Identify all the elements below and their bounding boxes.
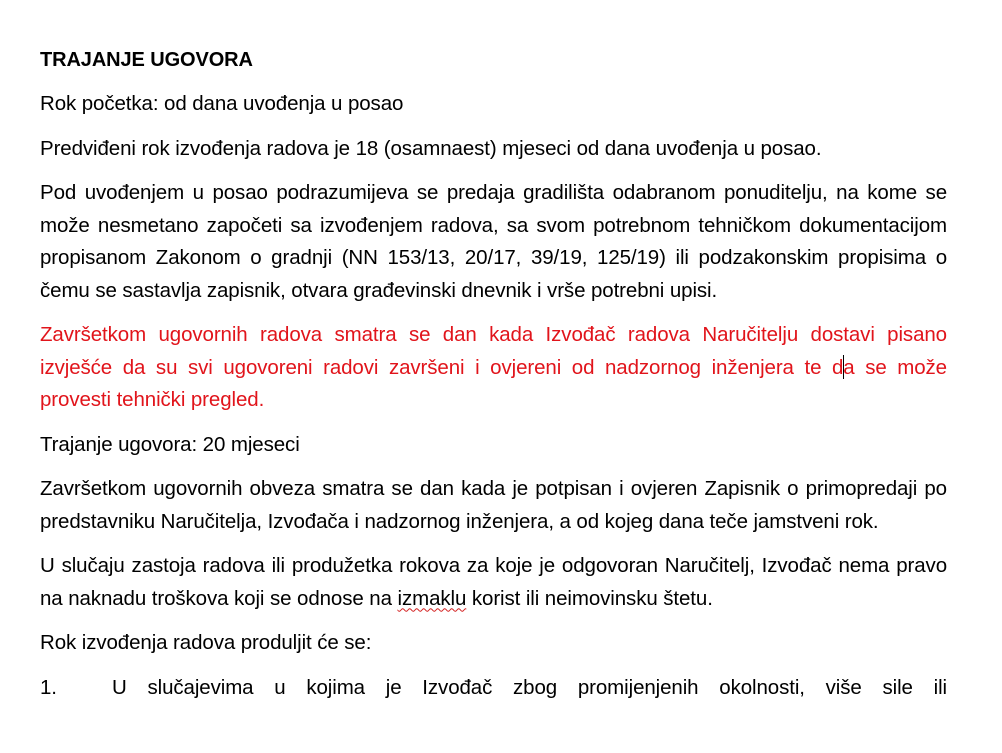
paragraph-completion-text-b: a se može provesti tehnički pregled. bbox=[40, 355, 947, 411]
list-item-number: 1. bbox=[40, 675, 57, 699]
paragraph-start-date: Rok početka: od dana uvođenja u posao bbox=[40, 92, 404, 115]
paragraph-extension-intro: Rok izvođenja radova produljit će se: bbox=[40, 631, 372, 654]
paragraph-contract-duration: Trajanje ugovora: 20 mjeseci bbox=[40, 432, 300, 456]
list-item-text: U slučajevima u kojima je Izvođač zbog promijenjenih okolnosti, više sile ili bbox=[112, 675, 947, 699]
paragraph-site-handover: Pod uvođenjem u posao podrazumijeva se predaja gradilišta odabranom ponuditelju, na kome se može nesmetano započeti sa izvođenjem radova, sa svom potrebnom tehničkom dokumentacijom propisanom Zakonom o gradnji (NN 153/13, 20/17, 39/19, 125/19) ili podzakonskim propisima o čemu se sastavlja zapisnik, otvara građevinski dnevnik i vrše potrebni upisi. bbox=[40, 181, 947, 302]
paragraph-delay-text-a: U slučaju zastoja radova ili produžetka rokova za koje je odgovoran Naručitelj, Izvođač nema pravo na naknadu troškova koji se odnose na bbox=[40, 554, 947, 610]
paragraph-completion-text-a: Završetkom ugovornih radova smatra se dan kada Izvođač radova Naručitelju dostavi pisano izvješće da su svi ugovoreni radovi završeni i ovjereni od nadzornog inženjera te d bbox=[40, 323, 947, 379]
document-body[interactable] bbox=[40, 44, 947, 704]
misspelled-word[interactable]: izmaklu bbox=[397, 586, 467, 610]
paragraph-delay-costs bbox=[40, 550, 947, 615]
list-item bbox=[40, 672, 947, 705]
section-heading: TRAJANJE UGOVORA bbox=[40, 49, 253, 71]
paragraph-delay-text-b: korist ili neimovinsku štetu. bbox=[466, 586, 713, 610]
paragraph-obligations-completion: Završetkom ugovornih obveza smatra se dan kada je potpisan i ovjeren Zapisnik o primopredaji po predstavniku Naručitelja, Izvođača i nadzornog inženjera, a od kojeg dana teče jamstveni rok. bbox=[40, 477, 947, 533]
paragraph-planned-duration: Predviđeni rok izvođenja radova je 18 (osamnaest) mjeseci od dana uvođenja u posao. bbox=[40, 136, 822, 160]
paragraph-completion-red bbox=[40, 319, 947, 417]
